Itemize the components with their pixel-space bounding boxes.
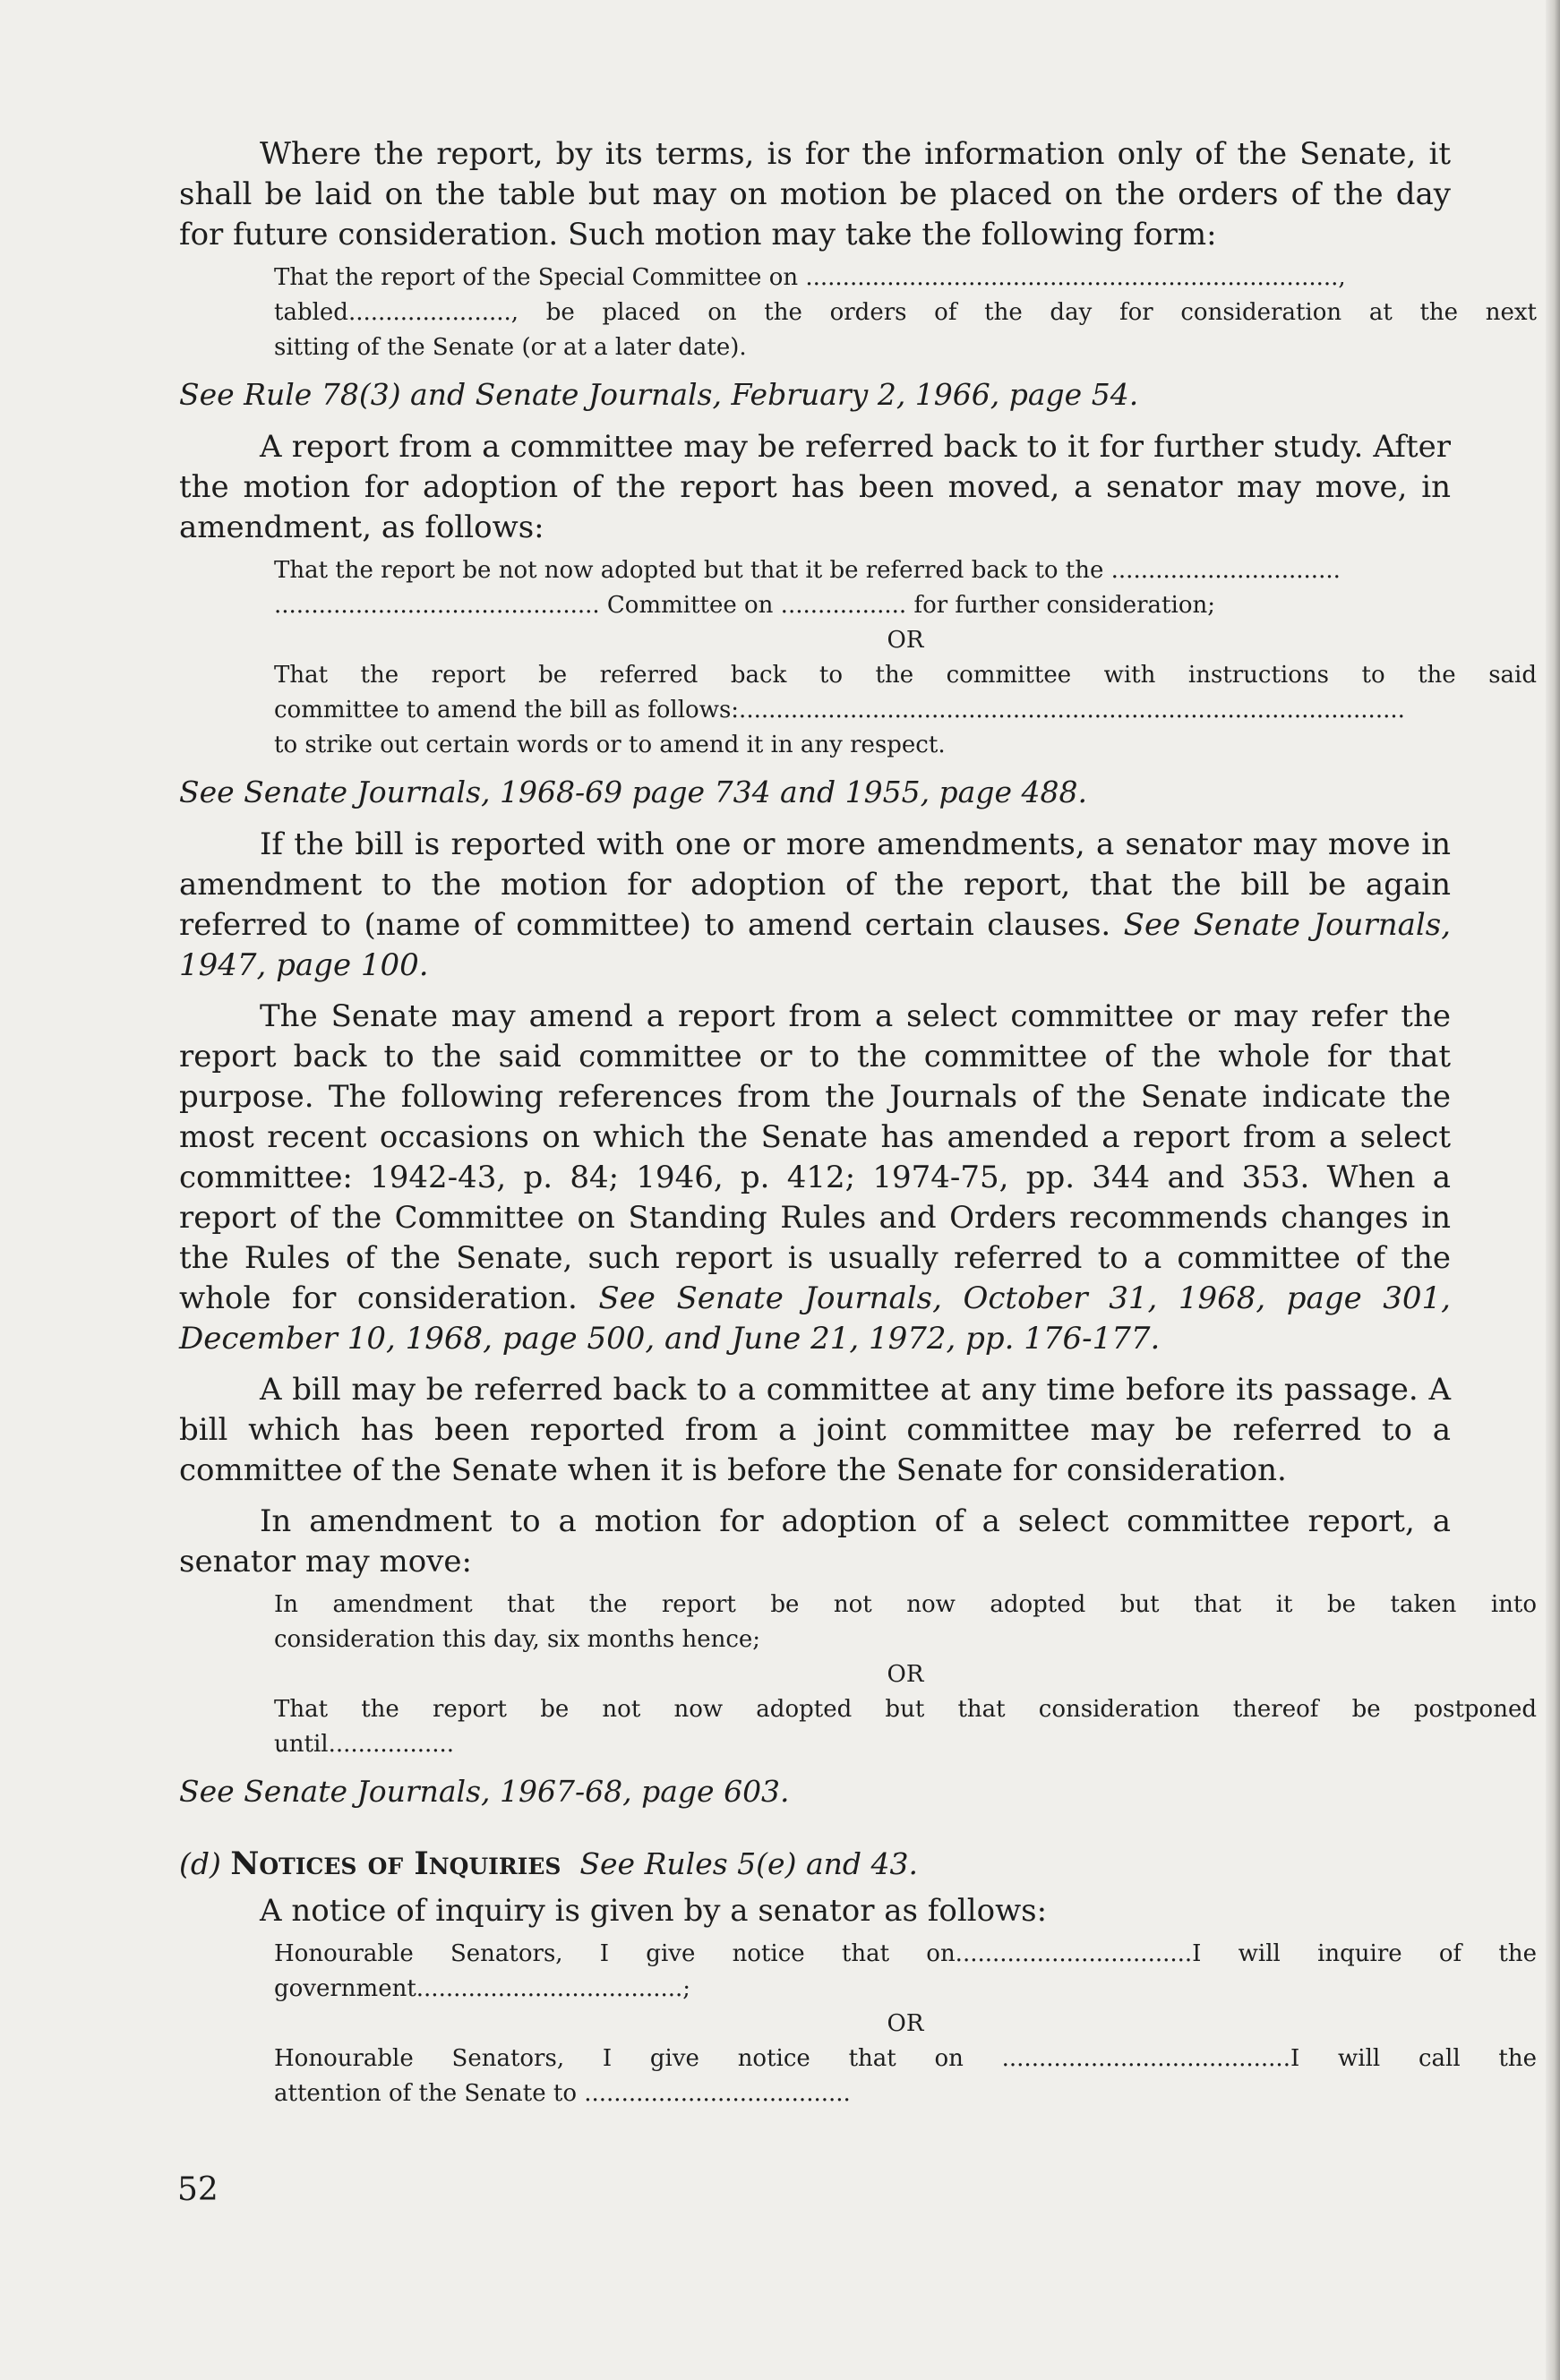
paragraph-amend-report xyxy=(179,997,1451,1359)
form-line: consideration this day, six months hence; xyxy=(274,1626,761,1653)
section-rules-reference: See Rules 5(e) and 43. xyxy=(579,1846,918,1881)
paragraph-text: The Senate may amend a report from a select committee or may refer the report back to the said committee or to the committee of the whole for that purpose. The following references from the Journals of the Senate indicate the most recent occasions on which the Senate has amended a report from a select committee: 1942-43, p. 84; 1946, p. 412; 1974-75, pp. 344 and 353. When a report of the Committee on Standing Rules and Orders recommends changes in the Rules of the Senate, such report is usually referred to a committee of the whole for consideration. xyxy=(179,998,1451,1316)
form-line: That the report be not now adopted but that it be referred back to the ............................... xyxy=(274,557,1341,584)
reference-rule-78: See Rule 78(3) and Senate Journals, February 2, 1966, page 54. xyxy=(179,377,1139,412)
form-six-months-motion xyxy=(274,1588,1537,1762)
form-line: attention of the Senate to .................................... xyxy=(274,2080,851,2107)
form-line: ............................................ Committee on ................. for further consideration; xyxy=(274,592,1215,619)
form-line: Honourable Senators, I give notice that on .......................................I will call the xyxy=(274,2045,1537,2072)
reference-journals-1967: See Senate Journals, 1967-68, page 603. xyxy=(179,1774,790,1809)
form-line: government....................................; xyxy=(274,1975,691,2002)
or-separator: OR xyxy=(887,627,924,654)
paragraph-refer-back: A report from a committee may be referred back to it for further study. After the motion for adoption of the report has been moved, a senator may move, in amendment, as follows: xyxy=(179,429,1451,545)
page-content xyxy=(179,134,1537,2120)
section-letter: (d) xyxy=(179,1846,221,1881)
form-line: That the report be referred back to the committee with instructions to the said xyxy=(274,662,1537,689)
form-line: until................. xyxy=(274,1731,455,1758)
paragraph-text: If the bill is reported with one or more amendments, a senator may move in amendment to the motion for adoption of the report, that the bill be again referred to (name of committee) to amend certain clauses. xyxy=(179,826,1451,943)
reference-journals-1968: See Senate Journals, 1968-69 page 734 and 1955, page 488. xyxy=(179,775,1087,809)
paragraph-bill-referred-back: A bill may be referred back to a committee at any time before its passage. A bill which has been reported from a joint committee may be referred to a committee of the Senate when it is before the Senate for consideration. xyxy=(179,1372,1451,1488)
inline-reference: See Senate Journals, 1947, page 100. xyxy=(179,907,1451,983)
form-line: to strike out certain words or to amend it in any respect. xyxy=(274,732,946,758)
inline-reference: See Senate Journals, October 31, 1968, page 301, December 10, 1968, page 500, and June 21, 1972, pp. 176-177. xyxy=(179,1280,1451,1357)
page-number: 52 xyxy=(177,2171,219,2208)
form-line: In amendment that the report be not now adopted but that it be taken into xyxy=(274,1591,1537,1618)
form-line: Honourable Senators, I give notice that on................................I will inquire of the xyxy=(274,1940,1537,1967)
section-title: Notices of Inquiries xyxy=(230,1845,561,1882)
paragraph-amendment-select-committee: In amendment to a motion for adoption of a select committee report, a senator may move: xyxy=(179,1503,1451,1580)
or-separator: OR xyxy=(887,2010,924,2037)
form-notice-inquiry xyxy=(274,1937,1537,2111)
form-tabled-motion xyxy=(274,261,1537,365)
form-line: committee to amend the bill as follows:.......................................................................................... xyxy=(274,697,1405,723)
or-separator: OR xyxy=(887,1661,924,1688)
form-refer-back-motion xyxy=(274,553,1537,763)
form-line: tabled......................, be placed on the orders of the day for consideration at the next xyxy=(274,299,1537,326)
paragraph-notice-inquiry: A notice of inquiry is given by a senator as follows: xyxy=(260,1893,1048,1929)
page-edge xyxy=(1546,0,1560,2380)
form-line: That the report be not now adopted but that consideration thereof be postponed xyxy=(274,1696,1537,1723)
form-line: That the report of the Special Committee on ........................................................................, xyxy=(274,264,1346,291)
paragraph-bill-amendments xyxy=(179,825,1451,986)
paragraph-report-information: Where the report, by its terms, is for the information only of the Senate, it shall be laid on the table but may on motion be placed on the orders of the day for future consideration. Such motion may take the following form: xyxy=(179,136,1451,253)
form-line: sitting of the Senate (or at a later date). xyxy=(274,334,747,361)
section-heading xyxy=(179,1844,1451,1884)
